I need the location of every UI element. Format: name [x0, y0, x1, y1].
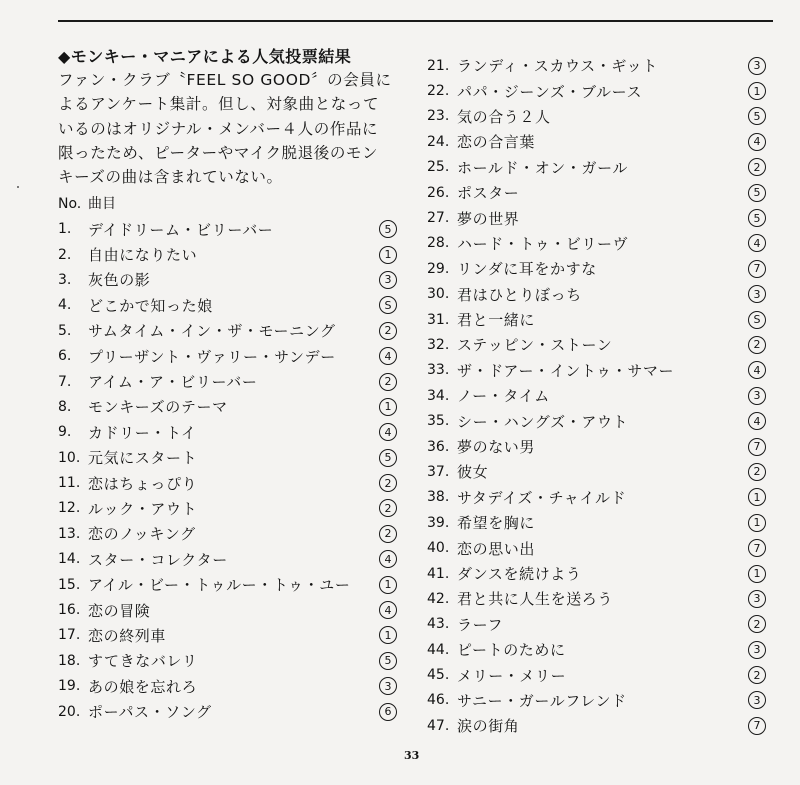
song-number: 8. [58, 398, 72, 415]
intro-line: よるアンケート集計。但し、対象曲となって [58, 95, 380, 114]
song-row [427, 205, 772, 230]
intro-line: 限ったため、ピーターやマイク脱退後のモン [58, 143, 379, 162]
song-number: 37. [427, 463, 450, 480]
song-row [427, 713, 772, 738]
song-row [58, 470, 403, 495]
song-title: ハード・トゥ・ビリーヴ [457, 234, 629, 253]
song-number: 16. [58, 602, 81, 619]
song-title: ラーフ [457, 615, 504, 634]
song-row [427, 231, 772, 256]
member-mark: 3 [748, 387, 766, 405]
song-row [427, 485, 772, 510]
song-row [58, 343, 403, 368]
song-title: 恋のノッキング [88, 525, 196, 544]
song-number: 46. [427, 692, 450, 709]
member-mark: 2 [748, 463, 766, 481]
member-mark: 2 [379, 373, 397, 391]
song-title: 自由になりたい [88, 246, 198, 265]
member-mark: 2 [379, 499, 397, 517]
song-number: 45. [427, 667, 450, 684]
song-number: 19. [58, 678, 81, 695]
member-mark: 6 [379, 703, 397, 721]
member-mark: 1 [379, 246, 397, 264]
song-row [427, 662, 772, 687]
song-title: メリー・メリー [457, 666, 567, 685]
song-number: 39. [427, 514, 450, 531]
song-row [58, 445, 403, 470]
member-mark: 4 [748, 412, 766, 430]
song-number: 31. [427, 311, 450, 328]
song-number: 43. [427, 616, 450, 633]
song-title: どこかで知った娘 [88, 296, 213, 315]
song-title: ピートのために [457, 641, 566, 660]
song-title: プリーザント・ヴァリー・サンデー [88, 347, 336, 366]
song-row [427, 307, 772, 332]
song-title: ダンスを続けよう [457, 565, 582, 583]
member-mark: 5 [748, 107, 766, 125]
song-number: 47. [427, 717, 450, 734]
song-row [427, 612, 772, 637]
member-mark: 2 [379, 474, 397, 492]
song-title: 夢の世界 [457, 209, 520, 228]
song-number: 38. [427, 489, 450, 506]
song-title: サニー・ガールフレンド [457, 691, 627, 710]
song-row [58, 369, 403, 394]
member-mark: 2 [748, 666, 766, 684]
song-row [427, 535, 772, 560]
list-header-no: No. [58, 196, 82, 213]
member-mark: 1 [748, 82, 766, 100]
song-title: モンキーズのテーマ [88, 398, 228, 417]
member-mark: 1 [748, 514, 766, 532]
song-row [58, 674, 403, 699]
song-number: 32. [427, 336, 450, 353]
song-row [427, 53, 772, 78]
song-number: 28. [427, 235, 450, 252]
member-mark: 2 [379, 322, 397, 340]
song-number: 18. [58, 652, 81, 669]
song-title: アイム・ア・ビリーバー [88, 373, 258, 392]
song-number: 12. [58, 500, 81, 517]
member-mark: 1 [379, 398, 397, 416]
song-row [58, 318, 403, 343]
member-mark: 1 [379, 576, 397, 594]
song-row [58, 496, 403, 521]
song-title: アイル・ビー・トゥルー・トゥ・ユー [88, 576, 351, 595]
song-number: 3. [58, 271, 72, 288]
song-row [427, 104, 772, 129]
song-row [427, 459, 772, 484]
song-row [58, 242, 403, 267]
song-title: 涙の街角 [457, 717, 520, 736]
song-row [427, 434, 772, 459]
member-mark: 2 [748, 615, 766, 633]
intro-line: いるのはオリジナル・メンバー４人の作品に [58, 119, 379, 138]
song-title: あの娘を忘れろ [88, 677, 198, 696]
song-row [58, 216, 403, 241]
member-mark: 4 [748, 133, 766, 151]
song-number: 23. [427, 108, 450, 125]
song-row [427, 358, 772, 383]
song-row [58, 623, 403, 648]
song-number: 40. [427, 540, 450, 557]
song-number: 42. [427, 590, 450, 607]
member-mark: S [748, 311, 766, 329]
song-title: 恋の冒険 [88, 601, 151, 620]
song-title: ザ・ドアー・イントゥ・サマー [457, 361, 675, 380]
song-title: スター・コレクター [88, 550, 228, 569]
margin-speck [17, 186, 19, 188]
song-row [427, 78, 772, 103]
song-title: パパ・ジーンズ・ブルース [457, 82, 643, 101]
song-title: 君はひとりぼっち [457, 285, 582, 304]
intro-line: キーズの曲は含まれていない。 [58, 168, 283, 187]
member-mark: 7 [748, 260, 766, 278]
member-mark: 4 [379, 550, 397, 568]
song-number: 25. [427, 159, 450, 176]
song-number: 7. [58, 373, 72, 390]
song-title: 元気にスタート [88, 449, 198, 468]
song-number: 26. [427, 184, 450, 201]
member-mark: 3 [748, 641, 766, 659]
member-mark: 7 [748, 539, 766, 557]
song-row [58, 648, 403, 673]
song-number: 30. [427, 286, 450, 303]
member-mark: 2 [748, 336, 766, 354]
song-number: 5. [58, 322, 72, 339]
song-title: 気の合う２人 [457, 107, 551, 126]
song-title: サムタイム・イン・ザ・モーニング [88, 322, 336, 341]
song-title: 恋の合言葉 [457, 133, 536, 152]
song-row [58, 547, 403, 572]
member-mark: S [379, 296, 397, 314]
song-row [427, 383, 772, 408]
member-mark: 1 [748, 565, 766, 583]
song-number: 41. [427, 565, 450, 582]
song-title: 夢のない男 [457, 438, 536, 457]
song-row [427, 688, 772, 713]
song-title: ルック・アウト [88, 499, 198, 518]
song-title: 君と共に人生を送ろう [457, 590, 614, 609]
song-title: 恋はちょっぴり [88, 474, 198, 493]
song-title: ポーパス・ソング [88, 703, 212, 722]
member-mark: 4 [748, 361, 766, 379]
member-mark: 4 [379, 347, 397, 365]
song-row [58, 597, 403, 622]
song-row [427, 561, 772, 586]
member-mark: 4 [748, 234, 766, 252]
song-row [58, 394, 403, 419]
member-mark: 4 [379, 601, 397, 619]
member-mark: 7 [748, 717, 766, 735]
song-number: 33. [427, 362, 450, 379]
song-title: デイドリーム・ビリーバー [88, 220, 274, 239]
song-number: 9. [58, 424, 72, 441]
member-mark: 3 [748, 285, 766, 303]
song-number: 14. [58, 551, 81, 568]
song-title: 灰色の影 [88, 271, 151, 290]
page-number: 33 [404, 749, 420, 762]
song-number: 15. [58, 576, 81, 593]
song-row [58, 293, 403, 318]
song-number: 29. [427, 260, 450, 277]
member-mark: 2 [379, 525, 397, 543]
song-number: 27. [427, 210, 450, 227]
song-row [427, 586, 772, 611]
song-number: 13. [58, 525, 81, 542]
song-row [58, 572, 403, 597]
song-row [58, 267, 403, 292]
song-number: 36. [427, 438, 450, 455]
song-title: ポスター [457, 184, 520, 203]
member-mark: 3 [748, 691, 766, 709]
song-row [427, 510, 772, 535]
song-row [427, 637, 772, 662]
song-title: カドリー・トイ [88, 423, 197, 442]
member-mark: 5 [379, 652, 397, 670]
song-number: 6. [58, 348, 72, 365]
song-title: 恋の終列車 [88, 626, 167, 645]
member-mark: 4 [379, 423, 397, 441]
song-number: 1. [58, 221, 72, 238]
song-number: 35. [427, 413, 450, 430]
member-mark: 7 [748, 438, 766, 456]
member-mark: 5 [748, 209, 766, 227]
song-row [427, 282, 772, 307]
member-mark: 3 [379, 271, 397, 289]
right-column [427, 53, 772, 739]
member-mark: 5 [379, 220, 397, 238]
song-title: すてきなバレリ [88, 652, 198, 671]
song-title: 君と一緒に [457, 311, 536, 330]
member-mark: 3 [748, 57, 766, 75]
song-number: 24. [427, 133, 450, 150]
member-mark: 1 [748, 488, 766, 506]
song-number: 44. [427, 641, 450, 658]
member-mark: 2 [748, 158, 766, 176]
intro-paragraph [58, 68, 403, 189]
song-title: ステッピン・ストーン [457, 336, 613, 355]
song-number: 4. [58, 297, 72, 314]
list-header [58, 192, 403, 216]
song-title: ランディ・スカウス・ギット [457, 57, 658, 76]
song-row [427, 332, 772, 357]
song-list-right [427, 53, 772, 739]
member-mark: 1 [379, 626, 397, 644]
left-column [58, 46, 403, 724]
song-row [58, 699, 403, 724]
member-mark: 5 [748, 184, 766, 202]
song-list-left [58, 216, 403, 724]
song-title: 希望を胸に [457, 514, 536, 533]
song-title: 彼女 [457, 463, 489, 482]
song-number: 17. [58, 627, 81, 644]
song-number: 21. [427, 57, 450, 74]
member-mark: 3 [748, 590, 766, 608]
member-mark: 5 [379, 449, 397, 467]
song-title: リンダに耳をかすな [457, 260, 597, 279]
section-heading: ◆モンキー・マニアによる人気投票結果 [58, 47, 352, 66]
song-number: 10. [58, 449, 81, 466]
song-row [427, 129, 772, 154]
song-title: サタデイズ・チャイルド [457, 488, 627, 507]
member-mark: 3 [379, 677, 397, 695]
song-title: ホールド・オン・ガール [457, 158, 629, 177]
song-row [427, 180, 772, 205]
intro-line: ファン・クラブ〝FEEL SO GOOD〞の会員に [58, 71, 392, 89]
top-rule [58, 20, 773, 22]
song-title: シー・ハングズ・アウト [457, 412, 629, 431]
song-row [58, 420, 403, 445]
song-number: 11. [58, 475, 81, 492]
song-row [58, 521, 403, 546]
song-row [427, 256, 772, 281]
list-header-title: 曲目 [88, 196, 116, 213]
song-title: ノー・タイム [457, 387, 550, 406]
song-row [427, 408, 772, 433]
song-title: 恋の思い出 [457, 539, 536, 558]
song-row [427, 155, 772, 180]
song-number: 22. [427, 83, 450, 100]
song-number: 20. [58, 703, 81, 720]
song-number: 2. [58, 246, 72, 263]
song-number: 34. [427, 387, 450, 404]
